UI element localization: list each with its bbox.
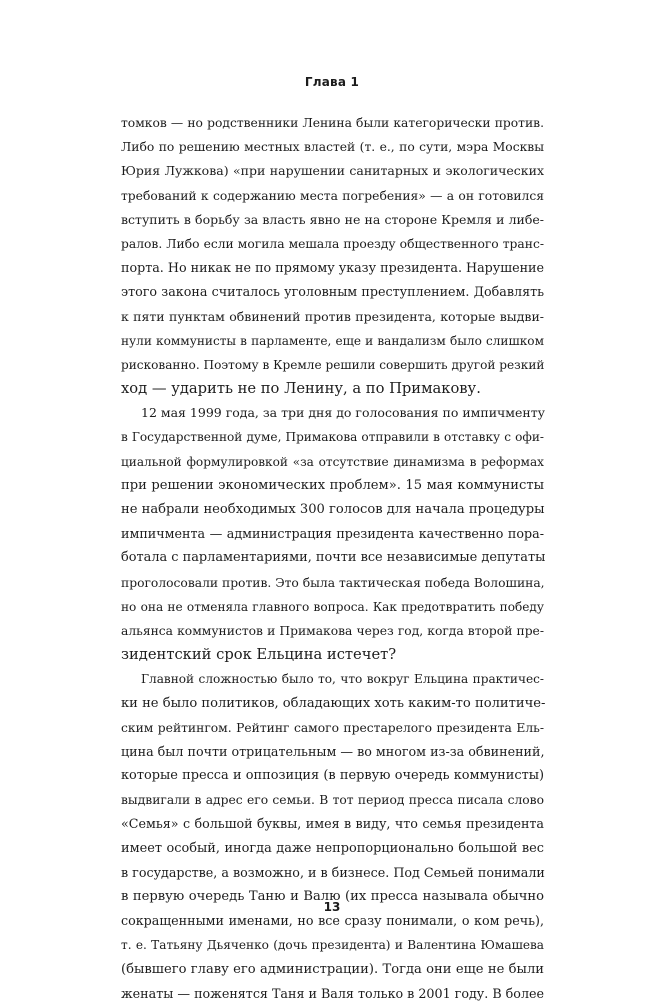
text-line: т. е. Татьяну Дьяченко (дочь президента) и Валентина Юмашева — [121, 938, 544, 953]
page-number: 13 — [323, 900, 341, 914]
text-line: в государстве, а возможно, и в бизнесе. Под Семьей понимали — [121, 864, 545, 880]
text-line: этого закона считалось уголовным преступлением. Добавлять — [121, 284, 544, 300]
text-line: проголосовали против. Это была тактическая победа Волошина, — [121, 575, 545, 590]
text-line: нули коммунисты в парламенте, еще и вандализм было слишком — [121, 333, 544, 348]
paragraph — [121, 111, 544, 401]
text-line: вступить в борьбу за власть явно не на стороне Кремля и либе- — [121, 211, 544, 227]
text-line: ход — ударить не по Ленину, а по Примакову. — [121, 380, 481, 398]
paragraph — [121, 401, 544, 667]
body-text — [121, 111, 544, 1006]
text-line: к пяти пунктам обвинений против президента, которые выдви- — [121, 308, 544, 324]
text-line: томков — но родственники Ленина были категорически против. — [121, 116, 544, 130]
text-line: которые пресса и оппозиция (в первую очередь коммунисты) — [121, 768, 544, 784]
text-line: в Государственной думе, Примакова отправили в отставку с офи- — [121, 430, 544, 445]
text-line: ским рейтингом. Рейтинг самого престарелого президента Ель- — [121, 720, 544, 735]
text-line: сокращенными именами, но все сразу понимали, о ком речь), — [121, 913, 544, 929]
text-line: порта. Но никак не по прямому указу президента. Нарушение — [121, 260, 544, 276]
text-line: альянса коммунистов и Примакова через год, когда второй пре- — [121, 623, 544, 638]
text-line: при решении экономических проблем». 15 мая коммунисты — [121, 477, 544, 493]
text-line: циальной формулировкой «за отсутствие динамизма в реформах — [121, 454, 544, 469]
text-line: ботала с парламентариями, почти все независимые депутаты — [121, 550, 546, 566]
text-line: не набрали необходимых 300 голосов для начала процедуры — [121, 502, 545, 517]
text-line: Главной сложностью было то, что вокруг Ельцина практичес- — [141, 672, 544, 687]
text-line: имеет особый, иногда даже непропорционально большой вес — [121, 840, 544, 856]
text-line: требований к содержанию места погребения» — а он готовился — [121, 188, 544, 203]
text-line: цина был почти отрицательным — во многом из-за обвинений, — [121, 743, 545, 759]
running-head-chapter: Глава 1 — [304, 75, 360, 89]
text-line: ралов. Либо если могила мешала проезду общественного транс- — [121, 236, 544, 251]
text-line: Либо по решению местных властей (т. е., по сути, мэра Москвы — [121, 140, 544, 155]
text-line: выдвигали в адрес его семьи. В тот период пресса писала слово — [121, 793, 544, 808]
text-line: рискованно. Поэтому в Кремле решили совершить другой резкий — [121, 357, 545, 372]
text-line: ки не было политиков, обладающих хоть каким-то политиче- — [121, 695, 546, 711]
text-line: женаты — поженятся Таня и Валя только в 2001 году. В более — [121, 985, 545, 1001]
text-line: в первую очередь Таню и Валю (их пресса называла обычно — [121, 889, 544, 904]
text-line: импичмента — администрация президента качественно пора- — [121, 526, 544, 542]
paragraph — [121, 667, 544, 1006]
text-line: 12 мая 1999 года, за три дня до голосования по импичменту — [141, 405, 546, 421]
text-line: «Семья» с большой буквы, имея в виду, что семья президента — [121, 816, 544, 832]
text-line: (бывшего главу его администрации). Тогда они еще не были — [121, 961, 544, 977]
text-line: зидентский срок Ельцина истечет? — [121, 646, 397, 664]
text-line: но она не отменяла главного вопроса. Как предотвратить победу — [121, 599, 544, 614]
text-line: Юрия Лужкова) «при нарушении санитарных и экологических — [121, 163, 544, 179]
